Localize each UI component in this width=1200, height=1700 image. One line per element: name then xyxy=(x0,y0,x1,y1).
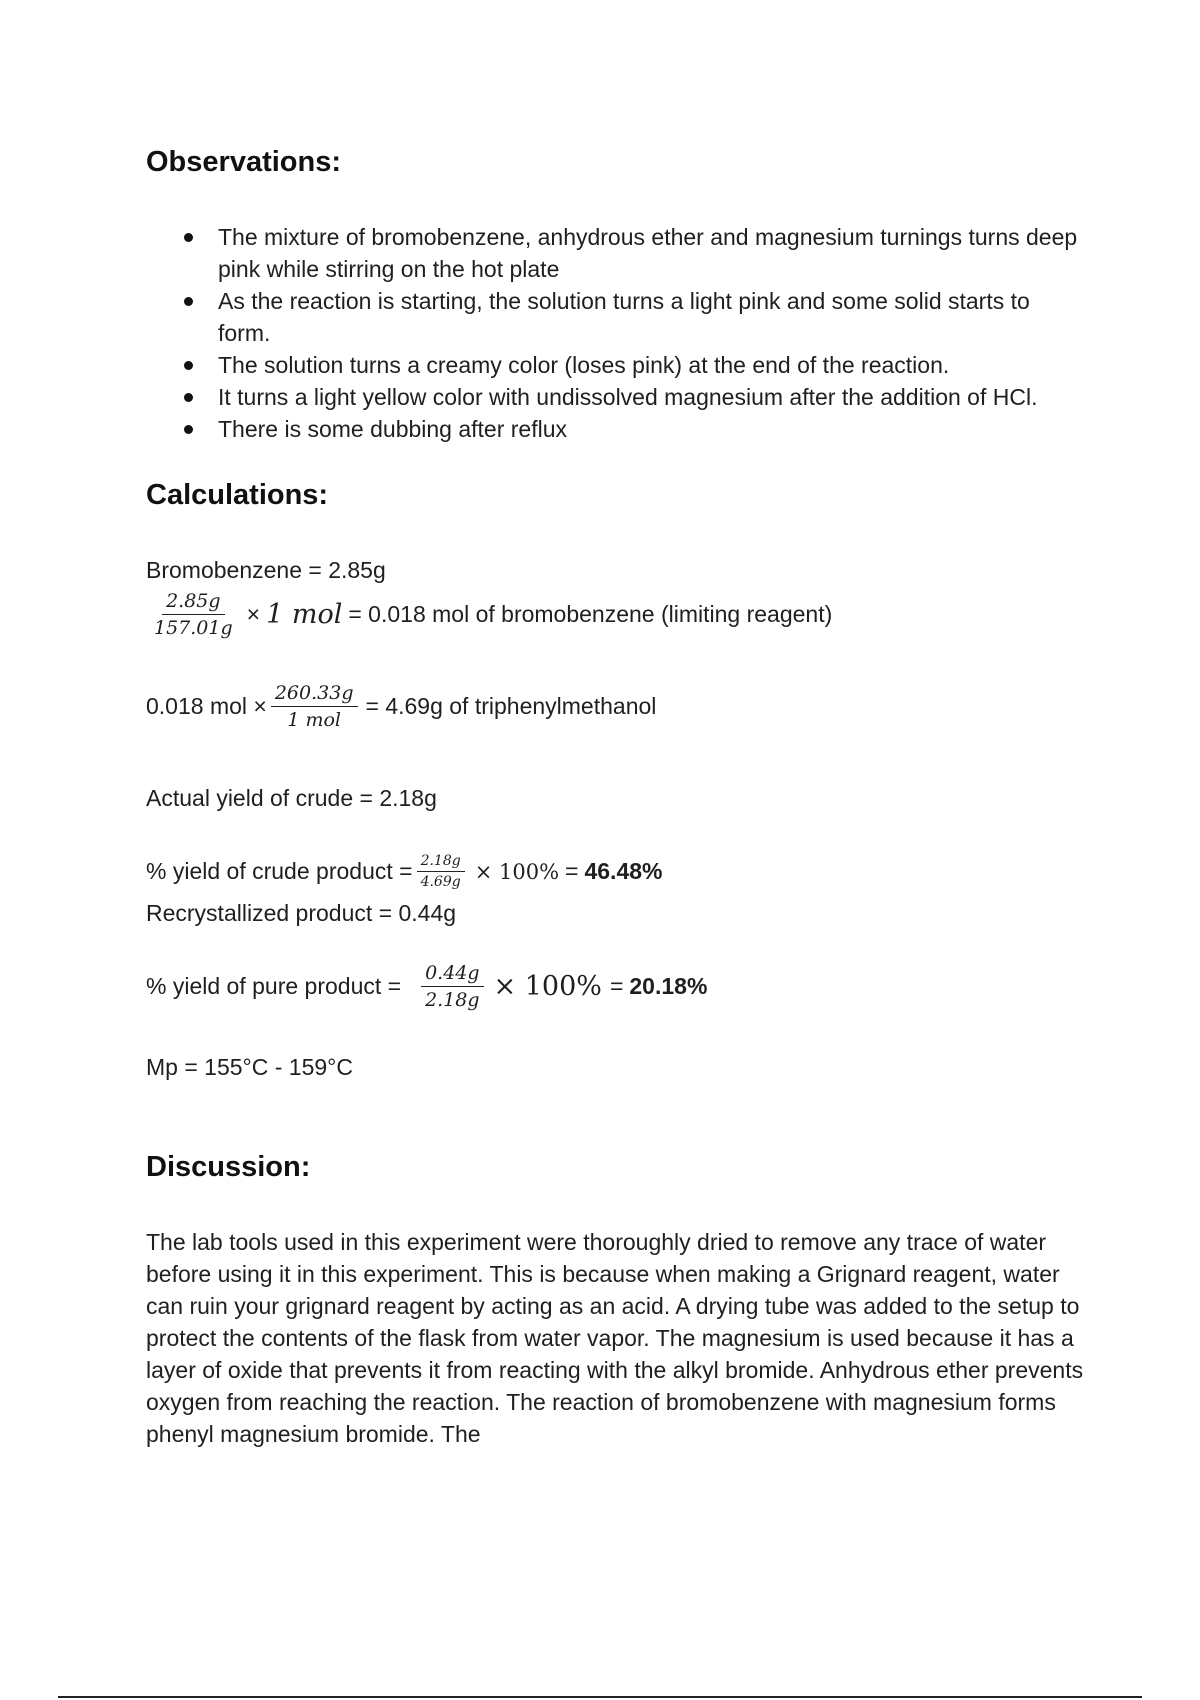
theoretical-result: = 4.69g of triphenylmethanol xyxy=(365,693,657,719)
moles-equation xyxy=(146,590,832,639)
times-hundred-percent: × 100% xyxy=(493,971,602,1002)
times-hundred-percent: × 100% xyxy=(474,859,560,884)
list-item: The mixture of bromobenzene, anhydrous ether and magnesium turnings turns deep pink while stirring on the hot plate xyxy=(146,221,1086,285)
crude-yield-equation xyxy=(146,853,662,890)
equals-sign: = xyxy=(609,973,624,999)
theoretical-prefix: 0.018 mol × xyxy=(146,693,267,719)
list-item: As the reaction is starting, the solution turns a light pink and some solid starts to form. xyxy=(146,285,1086,349)
moles-result: = 0.018 mol of bromobenzene (limiting reagent) xyxy=(348,601,833,627)
fraction-numerator: 2.18g xyxy=(417,853,465,872)
list-item: The solution turns a creamy color (loses pink) at the end of the reaction. xyxy=(146,349,1086,381)
molar-mass-fraction xyxy=(271,682,358,731)
actual-yield: Actual yield of crude = 2.18g xyxy=(146,785,437,811)
discussion-paragraph: The lab tools used in this experiment were thoroughly dried to remove any trace of water before using it in this experiment. This is because when making a Grignard reagent, water can ruin your grignard reagent by acting as an acid. A drying tube was added to the setup to protect the contents of the flask from water vapor. The magnesium is used because it has a layer of oxide that prevents it from reacting with the alkyl bromide. Anhydrous ether prevents oxygen from reaching the reaction. The reaction of bromobenzene with magnesium forms phenyl magnesium bromide. The xyxy=(146,1229,1084,1447)
crude-yield-fraction xyxy=(417,853,465,890)
pure-yield-prefix: % yield of pure product = xyxy=(146,973,402,999)
bromobenzene-mass: Bromobenzene = 2.85g xyxy=(146,557,386,583)
calculations-heading: Calculations: xyxy=(146,479,329,511)
fraction-denominator: 1 mol xyxy=(287,709,341,731)
pure-yield-result: 20.18% xyxy=(629,973,708,999)
crude-yield-prefix: % yield of crude product = xyxy=(146,858,413,884)
page-bottom-rule xyxy=(58,1696,1142,1698)
list-item: There is some dubbing after reflux xyxy=(146,413,1086,445)
melting-point: Mp = 155°C - 159°C xyxy=(146,1054,353,1080)
fraction-denominator: 2.18g xyxy=(425,989,480,1011)
one-mol: 1 mol xyxy=(266,599,343,630)
pure-yield-equation xyxy=(146,962,707,1011)
list-item: It turns a light yellow color with undissolved magnesium after the addition of HCl. xyxy=(146,381,1086,413)
pure-yield-fraction xyxy=(421,962,483,1011)
fraction-numerator: 260.33g xyxy=(271,682,358,707)
fraction-numerator: 2.85g xyxy=(162,590,224,615)
fraction-numerator: 0.44g xyxy=(421,962,483,987)
discussion-heading: Discussion: xyxy=(146,1151,311,1183)
observations-heading: Observations: xyxy=(146,146,341,178)
recrystallized-mass: Recrystallized product = 0.44g xyxy=(146,900,457,926)
equals-sign: = xyxy=(565,858,579,884)
fraction-denominator: 4.69g xyxy=(420,874,461,890)
times-sign: × xyxy=(246,601,261,627)
theoretical-yield-equation xyxy=(146,682,656,731)
fraction-denominator: 157.01g xyxy=(154,617,233,639)
crude-yield-result: 46.48% xyxy=(584,858,663,884)
observations-list xyxy=(146,221,1086,445)
moles-fraction xyxy=(150,590,237,639)
